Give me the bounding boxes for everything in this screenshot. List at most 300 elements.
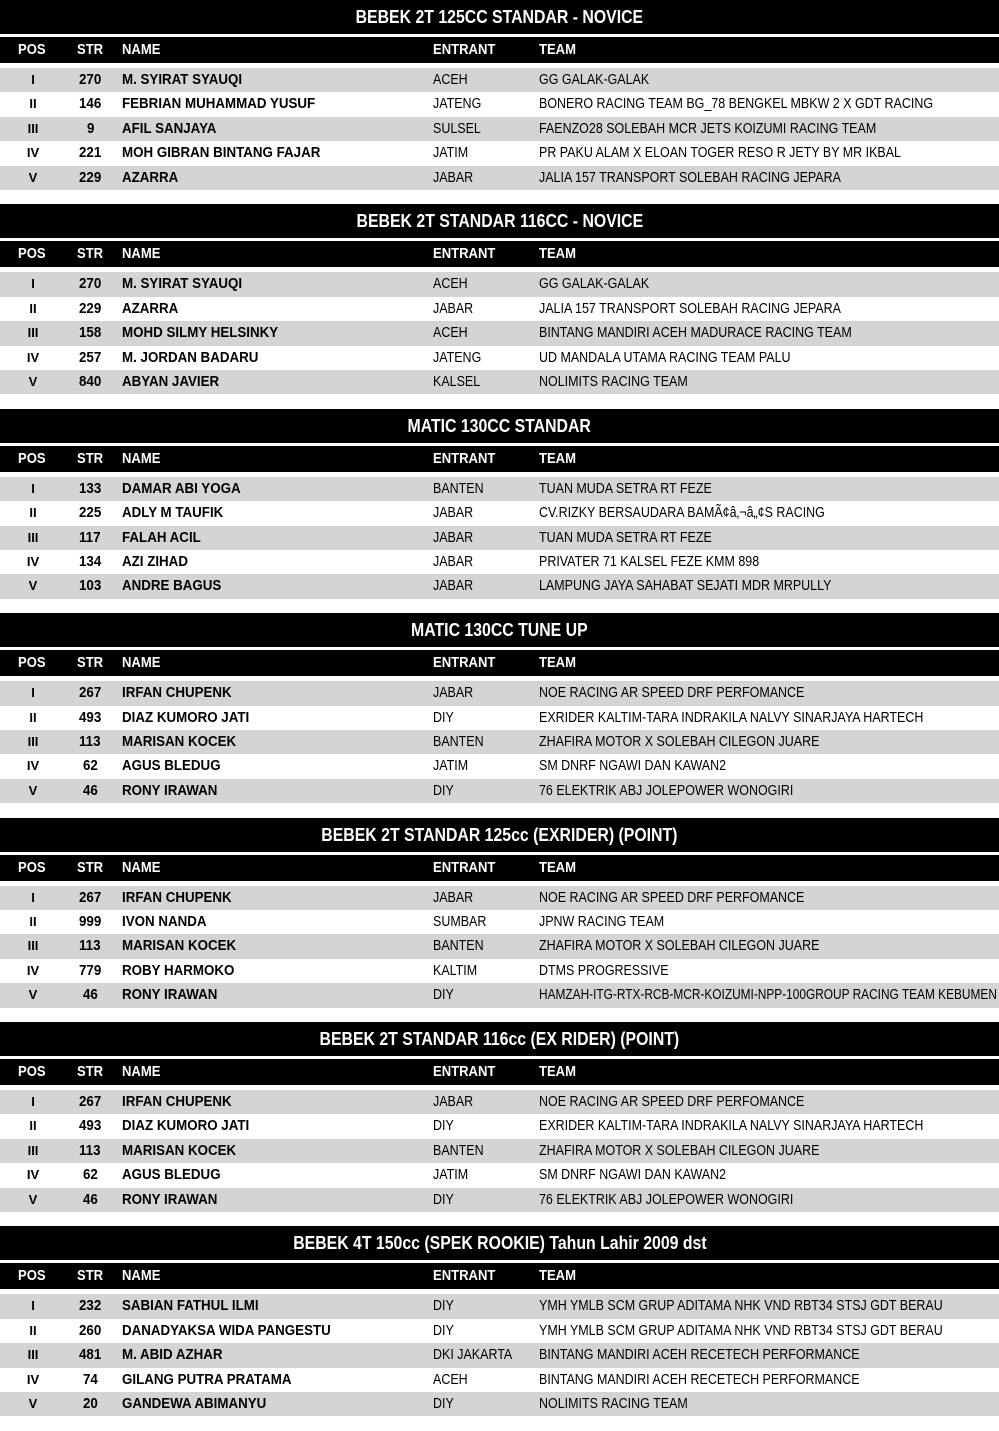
table-row (0, 68, 999, 92)
cell-name-text: MARISAN KOCEK (122, 1142, 237, 1159)
header-str (66, 37, 116, 63)
cell-name (122, 754, 229, 778)
header-str-text: STR (76, 450, 103, 467)
header-pos (0, 1263, 66, 1289)
cell-name-text: FEBRIAN MUHAMMAD YUSUF (122, 96, 316, 113)
cell-team (539, 706, 986, 730)
cell-name (122, 117, 225, 141)
class-results-section (0, 409, 999, 613)
header-str-text: STR (76, 1268, 103, 1285)
table-header (0, 650, 999, 676)
cell-name (122, 1319, 349, 1343)
header-name-text: NAME (122, 655, 161, 672)
cell-team (539, 1343, 912, 1367)
cell-str (66, 1343, 116, 1367)
cell-entrant-text: JATIM (433, 145, 469, 162)
cell-pos-text: V (28, 169, 38, 185)
cell-pos (0, 477, 66, 501)
table-row (0, 1114, 999, 1138)
cell-entrant (433, 526, 480, 550)
cell-name-text: ABYAN JAVIER (122, 373, 220, 390)
cell-entrant (433, 1090, 480, 1114)
cell-name (122, 1343, 231, 1367)
cell-team (539, 550, 795, 574)
cell-team (539, 117, 931, 141)
cell-entrant (433, 68, 473, 92)
cell-team-text: LAMPUNG JAYA SAHABAT SEJATI MDR MRPULLY (539, 578, 832, 595)
cell-pos-text: II (29, 1118, 37, 1134)
cell-name (122, 1114, 260, 1138)
cell-team (539, 959, 690, 983)
header-team-text: TEAM (539, 1268, 576, 1285)
cell-pos (0, 779, 66, 803)
cell-str (66, 959, 116, 983)
cell-pos (0, 68, 66, 92)
class-results-section (0, 0, 999, 204)
cell-team-text: NOE RACING AR SPEED DRF PERFOMANCE (539, 889, 805, 906)
cell-name-text: RONY IRAWAN (122, 1191, 218, 1208)
cell-name (122, 983, 226, 1007)
cell-str-text: 493 (78, 1118, 102, 1135)
cell-entrant (433, 1163, 474, 1187)
cell-team-text: UD MANDALA UTAMA RACING TEAM PALU (539, 349, 791, 366)
cell-entrant (433, 550, 480, 574)
cell-team-text: NOE RACING AR SPEED DRF PERFOMANCE (539, 685, 805, 702)
cell-entrant-text: JABAR (433, 889, 474, 906)
cell-pos (0, 1188, 66, 1212)
cell-str-text: 46 (82, 1191, 98, 1208)
cell-entrant (433, 1139, 492, 1163)
header-team (539, 37, 580, 63)
cell-team (539, 886, 848, 910)
cell-entrant (433, 141, 474, 165)
table-row (0, 1139, 999, 1163)
cell-str (66, 1392, 116, 1416)
header-team (539, 1059, 580, 1085)
cell-entrant (433, 959, 484, 983)
cell-name (122, 68, 253, 92)
cell-team (539, 68, 667, 92)
cell-name (122, 1392, 279, 1416)
cell-entrant (433, 1188, 457, 1212)
header-str-text: STR (76, 246, 103, 263)
cell-entrant (433, 346, 489, 370)
cell-name (122, 706, 260, 730)
cell-str (66, 1163, 116, 1187)
table-header (0, 446, 999, 472)
cell-name (122, 141, 338, 165)
cell-str (66, 779, 116, 803)
cell-pos (0, 1343, 66, 1367)
cell-pos (0, 297, 66, 321)
cell-name-text: MOH GIBRAN BINTANG FAJAR (122, 145, 321, 162)
header-pos (0, 1059, 66, 1085)
cell-name-text: RONY IRAWAN (122, 987, 218, 1004)
header-pos (0, 855, 66, 881)
cell-entrant (433, 754, 474, 778)
cell-str (66, 272, 116, 296)
cell-str (66, 1139, 116, 1163)
header-entrant-text: ENTRANT (433, 42, 496, 58)
cell-name-text: MOHD SILMY HELSINKY (122, 325, 279, 342)
cell-pos-text: IV (26, 1371, 40, 1387)
cell-str-text: 113 (79, 938, 101, 955)
cell-entrant-text: JABAR (433, 300, 474, 317)
header-str-text: STR (76, 42, 103, 58)
cell-entrant (433, 934, 492, 958)
cell-team-text: BINTANG MANDIRI ACEH RECETECH PERFORMANCE (539, 1371, 860, 1388)
cell-pos-text: I (31, 685, 35, 701)
header-str (66, 446, 116, 472)
cell-entrant (433, 779, 457, 803)
cell-name (122, 1139, 246, 1163)
cell-str (66, 501, 116, 525)
cell-name (122, 910, 214, 934)
cell-team (539, 934, 865, 958)
cell-str-text: 260 (78, 1322, 102, 1339)
cell-pos (0, 501, 66, 525)
table-row (0, 681, 999, 705)
cell-team-text: JALIA 157 TRANSPORT SOLEBAH RACING JEPARA (539, 169, 841, 186)
cell-team-text: NOE RACING AR SPEED DRF PERFOMANCE (539, 1093, 805, 1110)
cell-str-text: 225 (78, 505, 102, 522)
cell-pos-text: V (28, 578, 38, 594)
cell-str-text: 840 (78, 373, 102, 390)
class-results-section (0, 1022, 999, 1226)
table-row (0, 1319, 999, 1343)
cell-str-text: 229 (78, 300, 102, 317)
cell-pos (0, 706, 66, 730)
cell-team-text: ZHAFIRA MOTOR X SOLEBAH CILEGON JUARE (539, 938, 820, 955)
cell-pos-text: I (31, 276, 35, 292)
cell-pos-text: II (29, 96, 37, 112)
table-row (0, 574, 999, 598)
table-row (0, 501, 999, 525)
cell-entrant-text: DIY (433, 1322, 454, 1339)
cell-name-text: GILANG PUTRA PRATAMA (122, 1371, 292, 1388)
cell-team (539, 983, 999, 1007)
cell-str-text: 117 (79, 529, 101, 546)
cell-name (122, 886, 241, 910)
section-title-text: BEBEK 4T 150cc (SPEK ROOKIE) Tahun Lahir 2009 dst (292, 1233, 707, 1254)
header-entrant-text: ENTRANT (433, 1063, 496, 1080)
cell-team (539, 1294, 999, 1318)
cell-str (66, 1090, 116, 1114)
cell-str (66, 117, 116, 141)
cell-str-text: 270 (78, 72, 102, 88)
cell-name (122, 550, 194, 574)
cell-team (539, 1188, 835, 1212)
header-pos-text: POS (17, 450, 46, 467)
header-team-text: TEAM (539, 859, 576, 876)
cell-team (539, 1114, 986, 1138)
cell-team-text: JALIA 157 TRANSPORT SOLEBAH RACING JEPARA (539, 300, 841, 317)
cell-str-text: 229 (78, 169, 102, 186)
cell-str-text: 146 (78, 96, 102, 113)
table-row (0, 166, 999, 190)
table-header (0, 855, 999, 881)
cell-entrant (433, 477, 492, 501)
cell-team-text: JPNW RACING TEAM (539, 913, 665, 930)
header-entrant (433, 241, 502, 267)
cell-entrant-text: DKI JAKARTA (433, 1347, 513, 1364)
cell-team (539, 1368, 912, 1392)
cell-name-text: RONY IRAWAN (122, 782, 218, 799)
cell-name (122, 574, 230, 598)
cell-team-text: ZHAFIRA MOTOR X SOLEBAH CILEGON JUARE (539, 1142, 820, 1159)
cell-name (122, 1368, 306, 1392)
cell-name-text: AGUS BLEDUG (122, 758, 221, 775)
cell-pos (0, 959, 66, 983)
cell-entrant (433, 92, 489, 116)
cell-str-text: 158 (78, 325, 102, 342)
cell-team-text: TUAN MUDA SETRA RT FEZE (539, 529, 712, 546)
cell-str-text: 493 (78, 709, 102, 726)
class-results-section (0, 1226, 999, 1430)
header-str (66, 855, 116, 881)
table-row (0, 959, 999, 983)
cell-entrant-text: BANTEN (433, 1142, 484, 1159)
cell-entrant-text: DIY (433, 709, 454, 726)
cell-pos (0, 1368, 66, 1392)
cell-pos-text: V (28, 1191, 38, 1207)
cell-name-text: AZI ZIHAD (122, 553, 188, 570)
cell-name (122, 526, 208, 550)
table-row (0, 779, 999, 803)
cell-entrant (433, 910, 495, 934)
table-row (0, 92, 999, 116)
header-team (539, 241, 580, 267)
cell-pos (0, 681, 66, 705)
cell-pos-text: I (31, 1093, 35, 1109)
cell-name-text: SABIAN FATHUL ILMI (122, 1298, 259, 1315)
cell-name-text: DIAZ KUMORO JATI (122, 709, 250, 726)
header-team (539, 1263, 580, 1289)
cell-pos-text: III (27, 529, 39, 545)
header-entrant (433, 650, 502, 676)
cell-team-text: EXRIDER KALTIM-TARA INDRAKILA NALVY SINARJAYA HARTECH (539, 1118, 924, 1135)
cell-name (122, 92, 332, 116)
cell-pos-text: III (27, 1347, 39, 1363)
cell-str (66, 321, 116, 345)
cell-str (66, 730, 116, 754)
cell-str-text: 267 (78, 1093, 102, 1110)
cell-pos-text: IV (26, 349, 40, 365)
cell-str-text: 257 (78, 349, 102, 366)
cell-str (66, 1294, 116, 1318)
header-name-text: NAME (122, 42, 161, 58)
cell-str-text: 481 (78, 1347, 102, 1364)
header-team-text: TEAM (539, 450, 576, 467)
cell-name (122, 370, 228, 394)
cell-team (539, 1163, 757, 1187)
header-name (122, 241, 165, 267)
cell-name-text: M. SYIRAT SYAUQI (122, 276, 243, 293)
header-str (66, 1059, 116, 1085)
cell-entrant-text: KALSEL (433, 373, 481, 390)
cell-team-text: FAENZO28 SOLEBAH MCR JETS KOIZUMI RACING TEAM (539, 120, 877, 137)
cell-entrant-text: JATIM (433, 1167, 469, 1184)
cell-pos (0, 754, 66, 778)
cell-str (66, 92, 116, 116)
header-team-text: TEAM (539, 1063, 576, 1080)
header-str (66, 1263, 116, 1289)
cell-str (66, 574, 116, 598)
cell-team (539, 526, 740, 550)
cell-pos-text: II (29, 505, 37, 521)
cell-entrant-text: JATIM (433, 758, 469, 775)
cell-team-text: PR PAKU ALAM X ELOAN TOGER RESO R JETY BY MR IKBAL (539, 145, 901, 162)
cell-name-text: M. ABID AZHAR (122, 1347, 223, 1364)
cell-entrant (433, 272, 473, 296)
cell-entrant (433, 1392, 457, 1416)
cell-team-text: EXRIDER KALTIM-TARA INDRAKILA NALVY SINARJAYA HARTECH (539, 709, 924, 726)
table-header (0, 1263, 999, 1289)
cell-pos-text: I (31, 889, 35, 905)
section-title (0, 818, 999, 852)
cell-pos-text: III (27, 938, 39, 954)
cell-team-text: 76 ELEKTRIK ABJ JOLEPOWER WONOGIRI (539, 1191, 794, 1208)
cell-entrant (433, 730, 492, 754)
cell-name (122, 297, 183, 321)
header-pos-text: POS (17, 246, 46, 263)
cell-entrant (433, 1319, 457, 1343)
cell-entrant-text: JABAR (433, 169, 474, 186)
cell-team-text: YMH YMLB SCM GRUP ADITAMA NHK VND RBT34 STSJ GDT BERAU (539, 1298, 943, 1315)
cell-str-text: 20 (82, 1395, 98, 1412)
cell-str-text: 113 (79, 733, 101, 750)
table-row (0, 1163, 999, 1187)
table-row (0, 321, 999, 345)
cell-name-text: AZARRA (122, 300, 179, 317)
header-team-text: TEAM (539, 655, 576, 672)
cell-pos-text: II (29, 913, 37, 929)
cell-pos (0, 166, 66, 190)
cell-entrant-text: JATENG (433, 96, 482, 113)
section-title-text: MATIC 130CC STANDAR (407, 415, 592, 436)
class-results-section (0, 818, 999, 1022)
header-team (539, 650, 580, 676)
cell-team-text: SM DNRF NGAWI DAN KAWAN2 (539, 758, 727, 775)
header-name-text: NAME (122, 450, 161, 467)
cell-pos-text: II (29, 1322, 37, 1338)
table-row (0, 754, 999, 778)
cell-name-text: AZARRA (122, 169, 179, 186)
cell-str-text: 221 (78, 145, 102, 162)
cell-pos (0, 550, 66, 574)
cell-pos-text: III (27, 733, 39, 749)
section-title (0, 613, 999, 647)
cell-name-text: MARISAN KOCEK (122, 938, 237, 955)
cell-entrant (433, 983, 457, 1007)
cell-entrant (433, 1343, 525, 1367)
header-str (66, 241, 116, 267)
cell-pos (0, 321, 66, 345)
cell-entrant-text: JABAR (433, 529, 474, 546)
cell-str (66, 297, 116, 321)
cell-team (539, 297, 890, 321)
cell-entrant-text: ACEH (433, 72, 468, 88)
cell-team-text: CV.RIZKY BERSAUDARA BAMÃ¢â‚¬â„¢S RACING (539, 505, 825, 522)
cell-team-text: SM DNRF NGAWI DAN KAWAN2 (539, 1167, 727, 1184)
cell-str (66, 1368, 116, 1392)
table-row (0, 117, 999, 141)
table-row (0, 141, 999, 165)
header-name-text: NAME (122, 246, 161, 263)
header-name-text: NAME (122, 1268, 161, 1285)
cell-entrant (433, 166, 480, 190)
cell-str-text: 62 (82, 1167, 98, 1184)
header-entrant (433, 1059, 502, 1085)
cell-entrant-text: KALTIM (433, 962, 478, 979)
table-header (0, 1059, 999, 1085)
cell-entrant-text: ACEH (433, 325, 468, 342)
header-name-text: NAME (122, 1063, 161, 1080)
cell-team (539, 141, 960, 165)
cell-team (539, 272, 667, 296)
cell-pos-text: IV (26, 553, 40, 569)
header-pos-text: POS (17, 42, 46, 58)
cell-str (66, 754, 116, 778)
cell-str-text: 103 (78, 578, 102, 595)
table-row (0, 706, 999, 730)
cell-name (122, 1163, 229, 1187)
cell-str (66, 68, 116, 92)
cell-name-text: AGUS BLEDUG (122, 1167, 221, 1184)
header-pos-text: POS (17, 1063, 46, 1080)
cell-team (539, 501, 871, 525)
class-results-section (0, 204, 999, 408)
table-row (0, 1090, 999, 1114)
cell-entrant (433, 706, 457, 730)
cell-str-text: 9 (86, 120, 95, 137)
cell-str (66, 681, 116, 705)
header-pos-text: POS (17, 655, 46, 672)
cell-name-text: ROBY HARMOKO (122, 962, 235, 979)
cell-str (66, 526, 116, 550)
table-row (0, 526, 999, 550)
table-row (0, 1368, 999, 1392)
cell-team-text: HAMZAH-ITG-RTX-RCB-MCR-KOIZUMI-NPP-100GROUP RACING TEAM KEBUMEN (539, 987, 997, 1004)
cell-entrant-text: ACEH (433, 276, 468, 293)
cell-name-text: MARISAN KOCEK (122, 733, 237, 750)
cell-pos-text: V (28, 373, 38, 389)
cell-name-text: DIAZ KUMORO JATI (122, 1118, 250, 1135)
section-title (0, 0, 999, 34)
cell-team-text: NOLIMITS RACING TEAM (539, 1395, 688, 1412)
table-row (0, 477, 999, 501)
cell-entrant (433, 681, 480, 705)
cell-str-text: 999 (78, 913, 102, 930)
cell-str-text: 113 (79, 1142, 101, 1159)
cell-team-text: BINTANG MANDIRI ACEH MADURACE RACING TEAM (539, 325, 852, 342)
header-name (122, 855, 165, 881)
cell-str (66, 550, 116, 574)
cell-name (122, 346, 270, 370)
cell-team (539, 1090, 848, 1114)
cell-pos (0, 910, 66, 934)
cell-entrant-text: ACEH (433, 1371, 468, 1388)
cell-team-text: 76 ELEKTRIK ABJ JOLEPOWER WONOGIRI (539, 782, 794, 799)
cell-pos-text: III (27, 325, 39, 341)
section-title-text: BEBEK 2T STANDAR 116cc (EX RIDER) (POINT) (319, 1028, 680, 1049)
cell-name-text: ANDRE BAGUS (122, 578, 222, 595)
header-str-text: STR (76, 655, 103, 672)
cell-team-text: YMH YMLB SCM GRUP ADITAMA NHK VND RBT34 STSJ GDT BERAU (539, 1322, 943, 1339)
cell-pos (0, 1319, 66, 1343)
cell-entrant (433, 117, 489, 141)
table-row (0, 370, 999, 394)
